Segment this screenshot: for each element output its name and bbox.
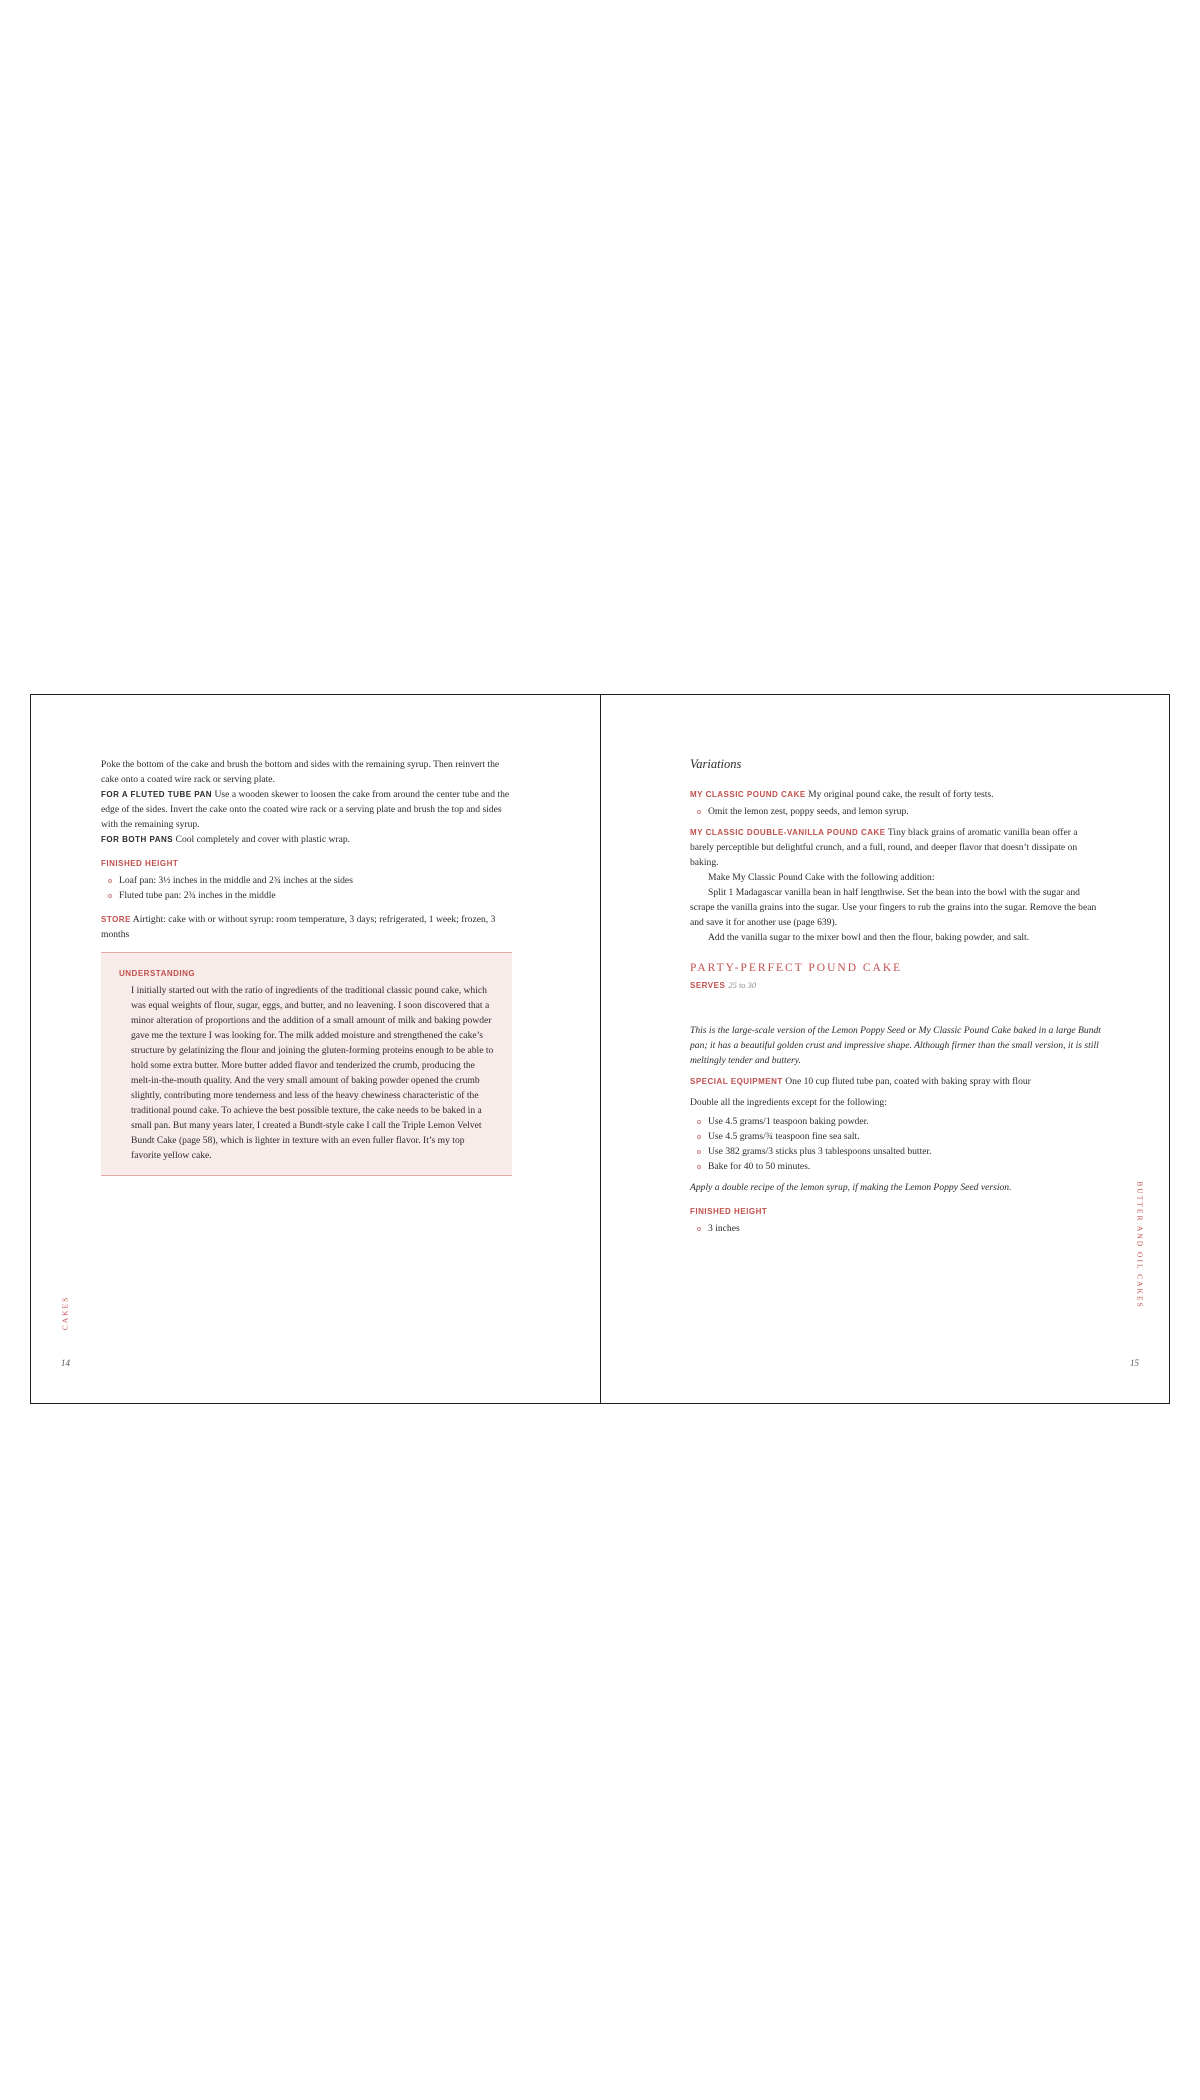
recipe-title: PARTY-PERFECT POUND CAKE xyxy=(690,962,903,974)
running-head-left: CAKES xyxy=(60,1295,70,1331)
special-equipment-label: SPECIAL EQUIPMENT xyxy=(690,1077,783,1086)
ingredient-adjustments-list xyxy=(690,1114,1102,1174)
double-vanilla-label: MY CLASSIC DOUBLE-VANILLA POUND CAKE xyxy=(690,828,886,837)
list-item: Bake for 40 to 50 minutes. xyxy=(708,1159,1102,1174)
list-item: Loaf pan: 3½ inches in the middle and 2¾ inches at the sides xyxy=(119,873,512,888)
classic-variation-list xyxy=(690,804,1102,819)
right-column xyxy=(690,757,1102,1236)
store-text: Airtight: cake with or without syrup: room temperature, 3 days; refrigerated, 1 week; frozen, 3 months xyxy=(101,914,496,940)
apply-syrup-text: Apply a double recipe of the lemon syrup, if making the Lemon Poppy Seed version. xyxy=(690,1182,1012,1193)
special-equipment xyxy=(690,1074,1102,1089)
classic-variation-label: MY CLASSIC POUND CAKE xyxy=(690,790,806,799)
left-page xyxy=(30,694,601,1404)
list-item: Use 382 grams/3 sticks plus 3 tablespoons unsalted butter. xyxy=(708,1144,1102,1159)
page-number-right: 15 xyxy=(1130,1358,1139,1368)
double-ingredients-text: Double all the ingredients except for the following: xyxy=(690,1097,887,1108)
page-number-left: 14 xyxy=(61,1358,70,1368)
serves-label: SERVES xyxy=(690,981,726,990)
serves-line xyxy=(690,978,1102,993)
classic-variation xyxy=(690,787,1102,802)
double-vanilla-paragraph: Split 1 Madagascar vanilla bean in half lengthwise. Set the bean into the bowl with the sugar and scrape the vanilla grains into the sugar. Use your fingers to rub the grains into the sugar. Remove the bean and save it for another use (page 639). xyxy=(690,887,1097,928)
both-pans-label: FOR BOTH PANS xyxy=(101,835,174,844)
running-head-right: BUTTER AND OIL CAKES xyxy=(1135,1181,1145,1309)
list-item: Omit the lemon zest, poppy seeds, and lemon syrup. xyxy=(708,804,1102,819)
double-vanilla-paragraph: Add the vanilla sugar to the mixer bowl and then the flour, baking powder, and salt. xyxy=(708,932,1030,943)
book-spread xyxy=(30,694,1170,1404)
recipe-intro: This is the large-scale version of the Lemon Poppy Seed or My Classic Pound Cake baked in a large Bundt pan; it has a beautiful golden crust and impressive shape. Although firmer than the small version, it is still meltingly tender and buttery. xyxy=(690,1025,1101,1066)
left-column xyxy=(101,757,512,1176)
finished-height-heading: FINISHED HEIGHT xyxy=(690,1207,768,1216)
list-item: 3 inches xyxy=(708,1221,1102,1236)
finished-height-heading: FINISHED HEIGHT xyxy=(101,859,179,868)
both-pans-text: Cool completely and cover with plastic wrap. xyxy=(175,834,351,845)
variations-heading: Variations xyxy=(690,757,742,771)
double-vanilla-variation xyxy=(690,825,1102,870)
list-item: Use 4.5 grams/¾ teaspoon fine sea salt. xyxy=(708,1129,1102,1144)
understanding-box xyxy=(101,952,512,1176)
classic-variation-text: My original pound cake, the result of forty tests. xyxy=(808,789,994,800)
special-equipment-text: One 10 cup fluted tube pan, coated with baking spray with flour xyxy=(785,1076,1031,1087)
fluted-pan-text: Use a wooden skewer to loosen the cake from around the center tube and the edge of the sides. Invert the cake onto the coated wire rack or a serving plate and brush the top and sides with the remaining syrup. xyxy=(101,789,510,830)
finished-height-list xyxy=(101,873,512,903)
both-pans-paragraph xyxy=(101,832,512,847)
list-item: Fluted tube pan: 2¾ inches in the middle xyxy=(119,888,512,903)
serves-value: 25 to 30 xyxy=(728,980,757,990)
understanding-heading: UNDERSTANDING xyxy=(119,969,196,978)
right-page xyxy=(600,694,1170,1404)
double-vanilla-paragraph: Make My Classic Pound Cake with the following addition: xyxy=(708,872,935,883)
double-vanilla-text: Tiny black grains of aromatic vanilla bean offer a barely perceptible but delightful crunch, and a full, round, and deeper flavor that doesn’t dissipate on baking. xyxy=(690,827,1078,868)
list-item: Use 4.5 grams/1 teaspoon baking powder. xyxy=(708,1114,1102,1129)
finished-height-list xyxy=(690,1221,1102,1236)
store-label: STORE xyxy=(101,915,131,924)
store-paragraph xyxy=(101,912,512,942)
fluted-pan-label: FOR A FLUTED TUBE PAN xyxy=(101,790,213,799)
intro-paragraph: Poke the bottom of the cake and brush the bottom and sides with the remaining syrup. Then reinvert the cake onto a coated wire rack or serving plate. xyxy=(101,759,500,785)
fluted-pan-paragraph xyxy=(101,787,512,832)
understanding-text: I initially started out with the ratio of ingredients of the traditional classic pound cake, which was equal weights of flour, sugar, eggs, and butter, and no leavening. I soon discovered that a minor alteration of proportions and the addition of a small amount of milk and baking powder gave me the texture I was looking for. The milk added moisture and strengthened the cake’s structure by gelatinizing the flour and joining the gluten-forming proteins enough to be able to hold some extra butter. More butter added flavor and tenderized the crumb, producing the melt-in-the-mouth quality. And the very small amount of baking powder opened the crumb slightly, contributing more tenderness and less of the heavy chewiness characteristic of the traditional pound cake. To achieve the best possible texture, the cake needs to be baked in a small pan. But many years later, I created a Bundt-style cake I call the Triple Lemon Velvet Bundt Cake (page 58), which is lighter in texture with an even fuller flavor. It’s my top favorite yellow cake. xyxy=(131,985,494,1161)
